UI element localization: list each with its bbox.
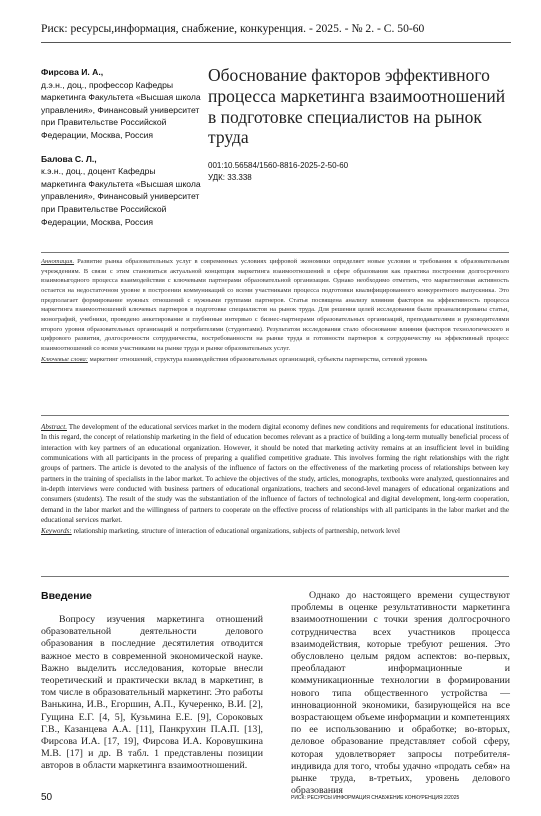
authors-block xyxy=(41,66,201,239)
journal-header: Риск: ресурсы,информация, снабжение, конкуренция. - 2025. - № 2. - С. 50-60 xyxy=(41,22,425,35)
body-column-right xyxy=(291,590,510,797)
divider xyxy=(41,415,509,416)
body-text: Вопросу изучения маркетинга отношений образовательной деятельности делового образования в последние десятилетия отводится важное место в современной экономической науке. Важно выделить исследования, которые внесли теоретический и практически вклад в маркетинг, в том числе в образовательный маркетинг. Это работы Ванькина, И.В., Егоршин, А.П., Кучеренко, В.И. [2], Гущина Е.Г. [4, 5], Кузьмина Е.Е. [9], Сороковых Г.В., Казанцева А.А. [11], Панкрухин П.А.П. [13], Фирсова И.А. [17, 19], Фирсова И.А. Коровушкина М.В. [17] и др. В табл. 1 представлены позиции авторов в области маркетинга взаимоотношений. xyxy=(41,614,263,772)
author-affiliation: к.э.н., доц., доцент Кафедры маркетинга Факультета «Высшая школа управления», Финансовый университет при Правительстве Российской Федерации, Москва, Россия xyxy=(41,166,201,227)
abstract-en xyxy=(41,422,509,537)
author-2 xyxy=(41,153,201,229)
keywords-label: Ключевые слова: xyxy=(41,355,88,363)
abstract-label: Аннотация. xyxy=(41,258,75,265)
section-heading: Введение xyxy=(41,590,92,602)
abstract-text: The development of the educational services market in the modern digital economy defines new conditions and requirements for educational institutions. In this regard, the concept of relationship marketing in the field of education becomes relevant as a practice of building a long-term mutually beneficial process of interaction with key partners of an educational organization. However, it should be noted that marketing activity remains at an insufficient level in building communications with all participants in the process of preparing a qualified competitive graduate. This involves forming the right relationships with the right groups of partners. The article is devoted to the analysis of the influence of factors on the effectiveness of the marketing process of relationships between key partners in the training of specialists in the labor market. To achieve the objectives of the study, articles, monographs, textbooks were analyzed, questionnaires and in-depth interviews were conducted with business partners of educational organizations, teachers and second-level managers of educational organizations and consumers (students). The result of the study was the substantiation of the influence of factors of technological and digital development, long-term cooperation, demand in the labor market and the willingness of partners to cooperate on the effective process of relationships with all participants in the labor market and the educational services market. xyxy=(41,423,509,525)
footer-journal: РИСК: РЕСУРСЫ ИНФОРМАЦИЯ СНАБЖЕНИЕ КОНКУРЕНЦИЯ 2/2025 xyxy=(291,795,460,801)
article-title: Обоснование факторов эффективного процесса маркетинга взаимоотношений в подготовке специалистов на рынок труда xyxy=(208,65,506,148)
keywords-line xyxy=(41,526,509,536)
author-1 xyxy=(41,66,201,142)
keywords-text: relationship marketing, structure of interaction of educational organizations, subjects of partnership, network level xyxy=(71,527,400,536)
divider xyxy=(41,252,509,253)
divider xyxy=(41,576,509,577)
author-name: Фирсова И. А., xyxy=(41,67,104,77)
keywords-text: маркетинг отношений, структура взаимодействия образовательных организаций, субъекты партнерства, сетевой уровень xyxy=(87,355,428,363)
header-divider xyxy=(41,42,511,43)
body-text: Однако до настоящего времени существуют проблемы в оценке результативности маркетинга взаимоотношении с точки зрения долгосрочного сотрудничества всех участников процесса взаимодействия, которые требуют решения. Это обусловлено целым рядом аспектов: во-первых, преобладают информационные и коммуникационные технологии в формировании нового типа общественного устройства — инновационной экономики, базирующейся на все возрастающем объеме информации и компетенциях по ее использованию и обработке; во-вторых, деловое образование представляет собой сферу, которая удовлетворяет запросы потребителя-индивида для того, чтобы удачно «продать себя» на рынке труда, в-третьих, уровень делового образования xyxy=(291,590,510,797)
abstract-ru xyxy=(41,257,509,364)
keywords-line xyxy=(41,355,509,365)
doi: 001:10.56584/1560-8816-2025-2-50-60 xyxy=(208,161,349,170)
page-number: 50 xyxy=(41,792,53,803)
article-identifiers xyxy=(208,160,508,184)
abstract-label: Abstract. xyxy=(41,423,67,431)
body-column-left xyxy=(41,614,263,773)
author-affiliation: д.э.н., доц., профессор Кафедры маркетинга Факультета «Высшая школа управления», Финансовый университет при Правительстве Российской Федерации, Москва, Россия xyxy=(41,79,201,140)
keywords-label: Keywords: xyxy=(41,527,72,536)
abstract-text: Развитие рынка образовательных услуг в современных условиях цифровой экономики определяет новые условия и требования к образовательным учреждениям. В связи с этим становиться актуальной концепция маркетинга взаимоотношений в сфере образования как практика построения долгосрочного взаимовыгодного процесса взаимодействия с ключевыми партнерами образовательной организации. Однако необходимо отметить, что маркетинговая активность остается на недостаточном уровне в построении коммуникаций со всеми участниками процесса подготовки квалифицированного конкурентного выпускника. Это предполагает формирование нужных отношений с нужными группами партнеров. Статья посвящена анализу влияния факторов на эффективность процесса маркетинга взаимоотношений ключевых партнеров в подготовке специалистов на рынок труда. Для решения целей исследования были проанализированы статьи, монографий, учебники, проведено анкетирование и глубинные интервью с бизнес-партнерами образовательных организаций, преподавателями и руководителями второго уровня образовательных организаций и потребителями (студентами). Результатом исследования стало обоснование влияния факторов технологического и цифрового развития, долгосрочности сотрудничества, востребованности на рынке труда и готовности партнеров к сотрудничеству на эффективный процесс взаимоотношений со всеми участниками на рынке труда и рынке образовательных услуг. xyxy=(41,258,509,352)
author-name: Балова С. Л., xyxy=(41,153,97,164)
udc: УДК: 33.338 xyxy=(208,173,252,182)
